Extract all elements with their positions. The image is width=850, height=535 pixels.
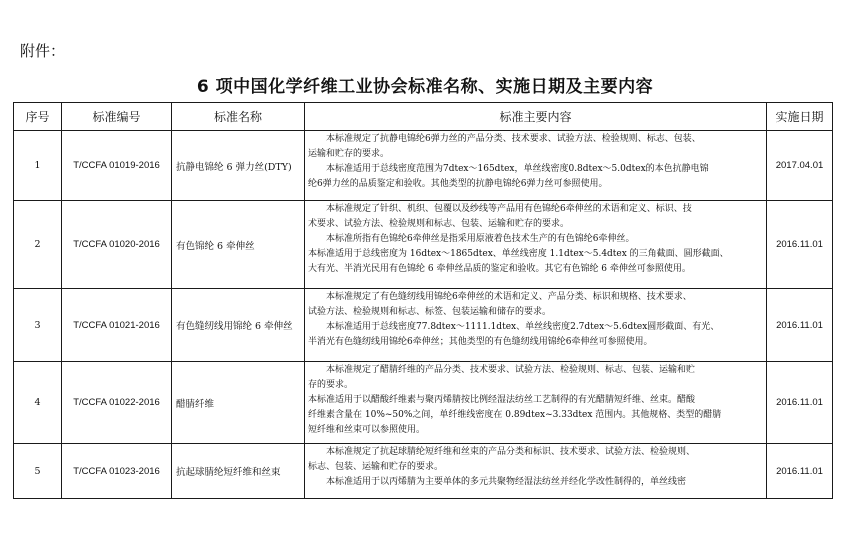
row-standard-code: T/CCFA 01023-2016	[62, 444, 172, 499]
row-standard-code: T/CCFA 01022-2016	[62, 362, 172, 444]
attachment-label: 附件：	[20, 42, 66, 60]
content-line: 本标准适用于总线密度范围为7dtex～165dtex，单丝线密度0.8dtex～5.0dtex的本色抗静电锦	[326, 164, 709, 174]
row-main-content	[305, 131, 767, 201]
content-line: 本标准规定了醋腈纤维的产品分类、技术要求、试验方法、检验规则、标志、包装、运输和贮	[326, 365, 696, 375]
content-line: 本标准适用于以醋酸纤维素与聚丙烯腈按比例经湿法纺丝工艺制得的有光醋腈短纤维、丝束。醋酸	[308, 395, 696, 405]
header-standard-code: 标准编号	[62, 103, 172, 131]
content-line: 短纤维和丝束可以参照使用。	[308, 425, 426, 435]
standards-table	[13, 102, 833, 499]
content-line: 本标准规定了针织、机织、包覆以及纱线等产品用有色锦纶6牵伸丝的术语和定义、标识、技	[326, 204, 692, 214]
content-line: 纶6弹力丝的品质鉴定和验收。其他类型的抗静电锦纶6弹力丝可参照使用。	[308, 179, 608, 189]
row-main-content	[305, 201, 767, 289]
content-line: 本标准规定了抗起球腈纶短纤维和丝束的产品分类和标识、技术要求、试验方法、检验规则、	[326, 447, 696, 457]
row-effective-date: 2016.11.01	[767, 289, 833, 362]
content-line: 标志、包装、运输和贮存的要求。	[308, 462, 444, 472]
content-line: 本标准所指有色锦纶6牵伸丝是指采用原液着色技术生产的有色锦纶6牵伸丝。	[326, 234, 635, 244]
content-line: 本标准适用于以丙烯腈为主要单体的多元共聚物经湿法纺丝并经化学改性制得的，单丝线密	[326, 477, 687, 487]
content-line: 本标准规定了抗静电锦纶6弹力丝的产品分类、技术要求、试验方法、检验规则、标志、包装、	[326, 134, 701, 144]
row-effective-date: 2016.11.01	[767, 201, 833, 289]
header-serial-no: 序号	[14, 103, 62, 131]
row-serial-no: 2	[14, 201, 62, 289]
content-line: 纤维素含量在 10%~50%之间，单纤维线密度在 0.89dtex~3.33dtex 范围内。其他规格、类型的醋腈	[308, 410, 722, 420]
row-standard-name: 抗静电锦纶 6 弹力丝(DTY)	[172, 131, 305, 201]
row-effective-date: 2016.11.01	[767, 362, 833, 444]
row-main-content	[305, 362, 767, 444]
table-row	[14, 289, 833, 362]
table-row	[14, 131, 833, 201]
content-line: 运输和贮存的要求。	[308, 149, 390, 159]
row-standard-code: T/CCFA 01020-2016	[62, 201, 172, 289]
row-standard-name: 有色缝纫线用锦纶 6 牵伸丝	[172, 289, 305, 362]
content-line: 本标准适用于总线密度为 16dtex～1865dtex、单丝线密度 1.1dtex～5.4dtex 的三角截面、圆形截面、	[308, 249, 729, 259]
row-standard-code: T/CCFA 01021-2016	[62, 289, 172, 362]
row-main-content	[305, 289, 767, 362]
table-row	[14, 444, 833, 499]
header-effective-date: 实施日期	[767, 103, 833, 131]
content-line: 试验方法、检验规则和标志、标签、包装运输和储存的要求。	[308, 307, 552, 317]
row-standard-code: T/CCFA 01019-2016	[62, 131, 172, 201]
table-row	[14, 201, 833, 289]
table-row	[14, 362, 833, 444]
row-main-content	[305, 444, 767, 499]
row-effective-date: 2016.11.01	[767, 444, 833, 499]
header-main-content: 标准主要内容	[305, 103, 767, 131]
document-title: 6 项中国化学纤维工业协会标准名称、实施日期及主要内容	[196, 77, 654, 97]
row-effective-date: 2017.04.01	[767, 131, 833, 201]
header-standard-name: 标准名称	[172, 103, 305, 131]
content-line: 本标准规定了有色缝纫线用锦纶6牵伸丝的术语和定义、产品分类、标识和规格、技术要求、	[326, 292, 692, 302]
row-standard-name: 醋腈纤维	[172, 362, 305, 444]
row-serial-no: 3	[14, 289, 62, 362]
row-serial-no: 1	[14, 131, 62, 201]
content-line: 术要求、试验方法、检验规则和标志、包装、运输和贮存的要求。	[308, 219, 570, 229]
content-line: 存的要求。	[308, 380, 354, 390]
content-line: 大有光、半消光民用有色锦纶 6 牵伸丝品质的鉴定和验收。其它有色锦纶 6 牵伸丝可参照使用。	[308, 264, 691, 274]
content-line: 本标准适用于总线密度77.8dtex～1111.1dtex、单丝线密度2.7dtex～5.6dtex圆形截面、有光、	[326, 322, 720, 332]
row-standard-name: 抗起球腈纶短纤维和丝束	[172, 444, 305, 499]
row-serial-no: 5	[14, 444, 62, 499]
row-standard-name: 有色锦纶 6 牵伸丝	[172, 201, 305, 289]
row-serial-no: 4	[14, 362, 62, 444]
content-line: 半消光有色缝纫线用锦纶6牵伸丝；其他类型的有色缝纫线用锦纶6牵伸丝可参照使用。	[308, 337, 653, 347]
table-header-row	[14, 103, 833, 131]
